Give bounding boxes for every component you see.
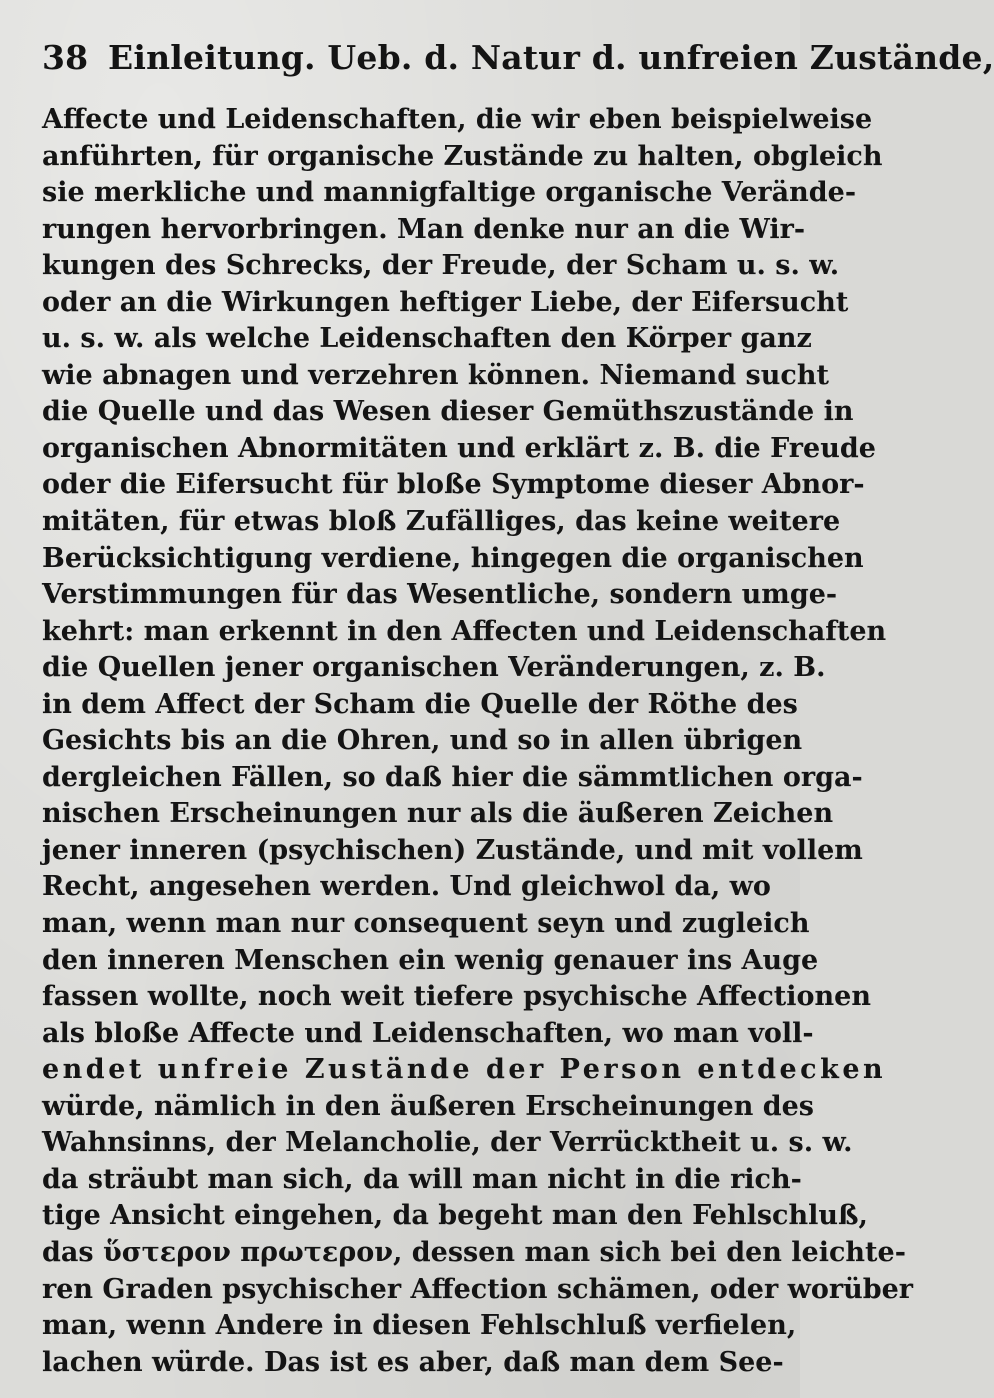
text-line: Berücksichtigung verdiene, hingegen die organischen bbox=[42, 542, 864, 574]
text-line: man, wenn man nur consequent seyn und zugleich bbox=[42, 908, 810, 940]
text-line: ren Graden psychischer Affection schämen, oder worüber bbox=[42, 1273, 913, 1305]
text-line: jener inneren (psychischen) Zustände, und mit vollem bbox=[42, 834, 863, 866]
text-line: nischen Erscheinungen nur als die äußeren Zeichen bbox=[42, 798, 834, 830]
text-line: man, wenn Andere in diesen Fehlschluß verfielen, bbox=[42, 1310, 797, 1342]
text-line: da sträubt man sich, da will man nicht in die rich- bbox=[42, 1163, 802, 1195]
text-line: mitäten, für etwas bloß Zufälliges, das keine weitere bbox=[42, 506, 841, 538]
text-line: Recht, angesehen werden. Und gleichwol da, wo bbox=[42, 871, 771, 903]
text-line: oder die Eifersucht für bloße Symptome dieser Abnor- bbox=[42, 469, 865, 501]
text-line: sie merkliche und mannigfaltige organische Verände- bbox=[42, 177, 857, 209]
text-line: kungen des Schrecks, der Freude, der Scham u. s. w. bbox=[42, 250, 840, 282]
text-line: Affecte und Leidenschaften, die wir eben beispielweise bbox=[42, 104, 873, 135]
page-header bbox=[42, 38, 994, 94]
text-line: fassen wollte, noch weit tiefere psychische Affectionen bbox=[42, 981, 871, 1013]
text-line: organischen Abnormitäten und erklärt z. B. die Freude bbox=[42, 432, 876, 464]
text-line: Verstimmungen für das Wesentliche, sondern umge- bbox=[42, 579, 838, 611]
text-line: oder an die Wirkungen heftiger Liebe, der Eifersucht bbox=[42, 286, 849, 318]
text-line: kehrt: man erkennt in den Affecten und Leidenschaften bbox=[42, 615, 887, 647]
text-line: u. s. w. als welche Leidenschaften den Körper ganz bbox=[42, 323, 812, 355]
text-line: würde, nämlich in den äußeren Erscheinungen des bbox=[42, 1090, 815, 1122]
text-line: wie abnagen und verzehren können. Niemand sucht bbox=[42, 359, 829, 391]
body-text bbox=[42, 102, 913, 1381]
text-line: Gesichts bis an die Ohren, und so in allen übrigen bbox=[42, 725, 803, 757]
text-line: lachen würde. Das ist es aber, daß man dem See- bbox=[42, 1346, 784, 1378]
text-line-greek: das ὕστερον πρωτερον, dessen man sich bei den leichte- bbox=[42, 1236, 906, 1268]
text-line-spaced: endet unfreie Zustände der Person entdecken bbox=[42, 1054, 887, 1086]
text-line: als bloße Affecte und Leidenschaften, wo man voll- bbox=[42, 1017, 814, 1049]
text-line: die Quellen jener organischen Veränderungen, z. B. bbox=[42, 652, 826, 684]
text-line: rungen hervorbringen. Man denke nur an die Wir- bbox=[42, 213, 806, 245]
text-line: die Quelle und das Wesen dieser Gemüthszustände in bbox=[42, 396, 854, 428]
text-line: dergleichen Fällen, so daß hier die sämmtlichen orga- bbox=[42, 761, 863, 793]
text-line: Wahnsinns, der Melancholie, der Verrücktheit u. s. w. bbox=[42, 1127, 853, 1159]
text-line: tige Ansicht eingehen, da begeht man den Fehlschluß, bbox=[42, 1200, 868, 1232]
page-number: 38 bbox=[42, 38, 89, 77]
running-head: Einleitung. Ueb. d. Natur d. unfreien Zustände, bbox=[108, 38, 994, 77]
text-line: in dem Affect der Scham die Quelle der Röthe des bbox=[42, 688, 798, 720]
text-line: anführten, für organische Zustände zu halten, obgleich bbox=[42, 140, 883, 172]
text-line: den inneren Menschen ein wenig genauer ins Auge bbox=[42, 944, 819, 976]
